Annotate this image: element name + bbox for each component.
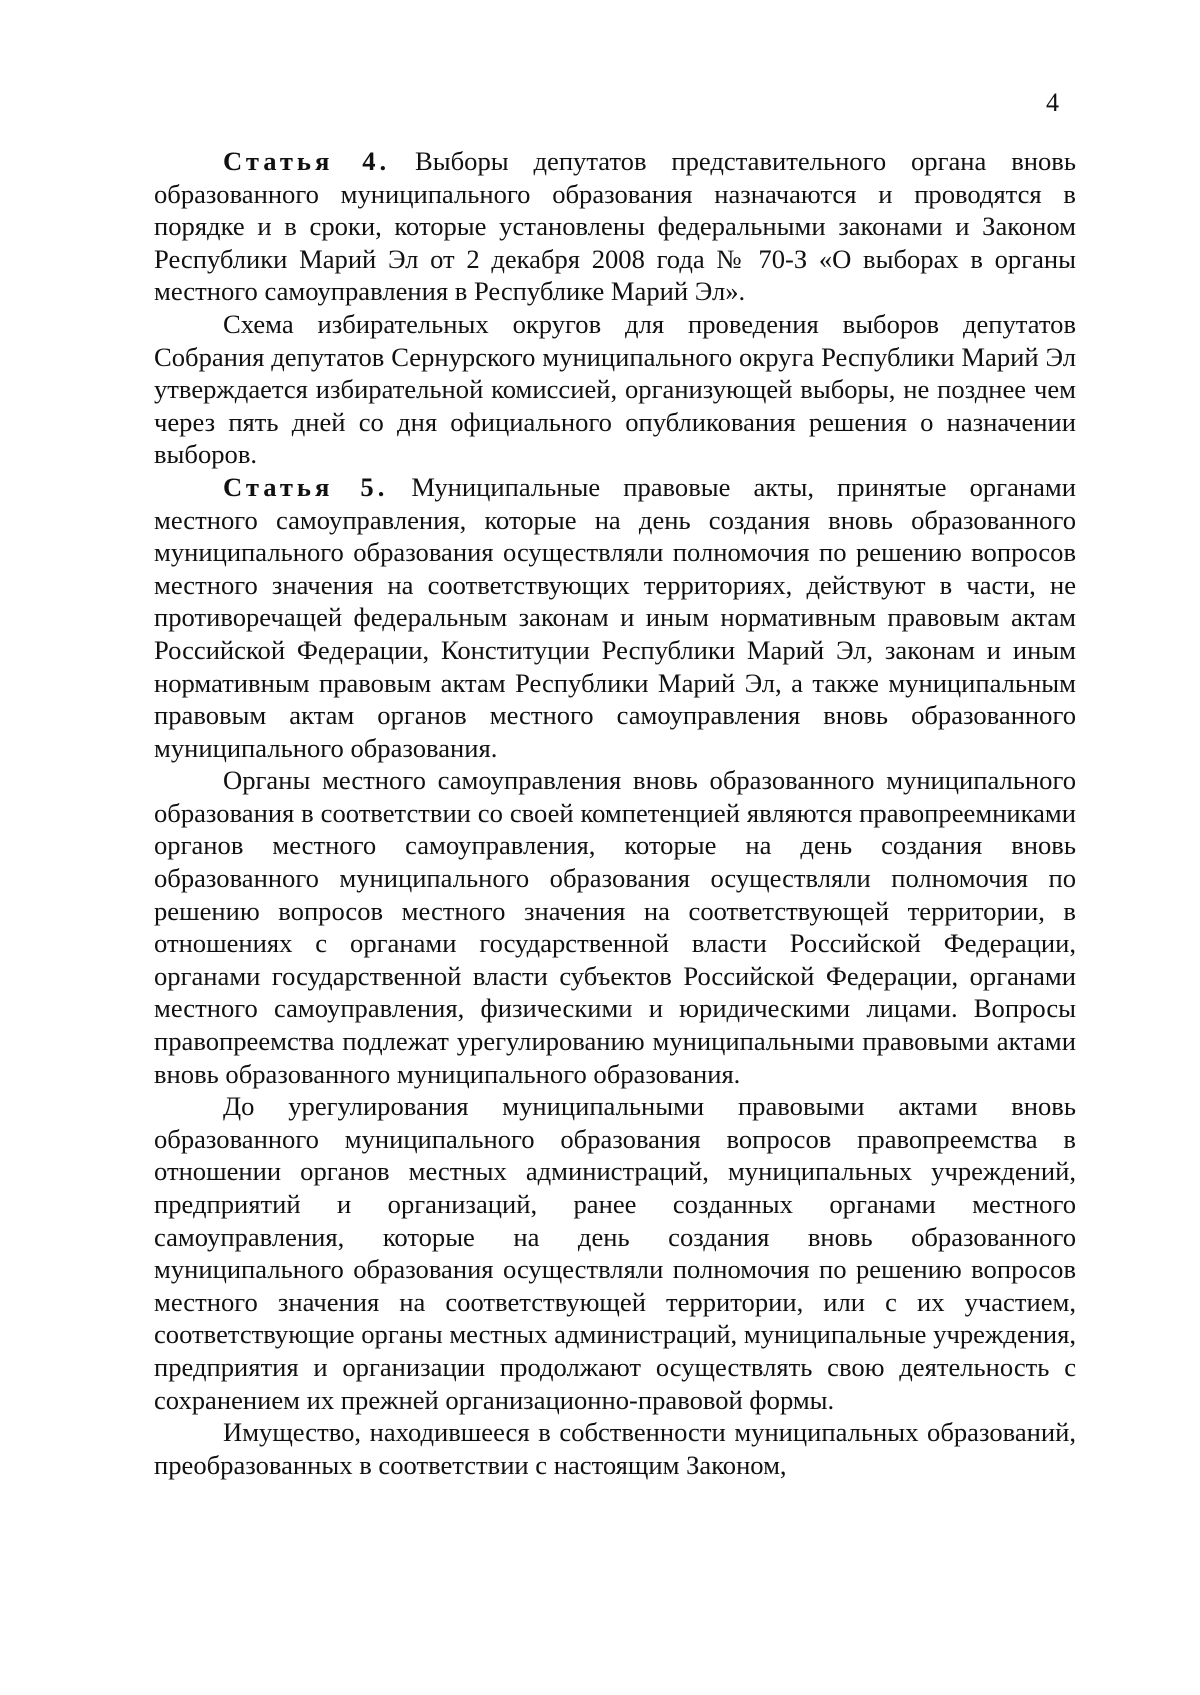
article-heading: Статья 5. (223, 471, 389, 502)
document-body (154, 145, 1076, 1481)
paragraph (154, 1090, 1076, 1416)
article-5-paragraph (154, 471, 1076, 764)
paragraph-text: Муниципальные правовые акты, принятые органами местного самоуправления, которые на день создания вновь образованного муниципального образования осуществляли полномочия по решению вопросов местного значения на соответствующих территориях, действуют в части, не противоречащей федеральным законам и иным нормативным правовым актам Российской Федерации, Конституции Республики Марий Эл, законам и иным нормативным правовым актам Республики Марий Эл, а также муниципальным правовым актам органов местного самоуправления вновь образованного муниципального образования. (154, 471, 1076, 763)
paragraph-text: До урегулирования муниципальными правовыми актами вновь образованного муниципального образования вопросов правопреемства в отношении органов местных администраций, муниципальных учреждений, предприятий и организаций, ранее созданных органами местного самоуправления, которые на день создания вновь образованного муниципального образования осуществляли полномочия по решению вопросов местного значения на соответствующей территории, или с их участием, соответствующие органы местных администраций, муниципальные учреждения, предприятия и организации продолжают осуществлять свою деятельность с сохранением их прежней организационно-правовой формы. (154, 1091, 1076, 1415)
paragraph-text: Имущество, находившееся в собственности муниципальных образований, преобразованных в соответствии с настоящим Законом, (154, 1417, 1076, 1480)
paragraph-text: Органы местного самоуправления вновь образованного муниципального образования в соответствии со своей компетенцией являются правопреемниками органов местного самоуправления, которые на день создания вновь образованного муниципального образования осуществляли полномочия по решению вопросов местного значения на соответствующей территории, в отношениях с органами государственной власти Российской Федерации, органами государственной власти субъектов Российской Федерации, органами местного самоуправления, физическими и юридическими лицами. Вопросы правопреемства подлежат урегулированию муниципальными правовыми актами вновь образованного муниципального образования. (154, 765, 1076, 1089)
page-number: 4 (1046, 88, 1059, 117)
paragraph-text: Схема избирательных округов для проведения выборов депутатов Собрания депутатов Сернурского муниципального округа Республики Марий Эл утверждается избирательной комиссией, организующей выборы, не позднее чем через пять дней со дня официального опубликования решения о назначении выборов. (154, 308, 1076, 470)
paragraph-text: Выборы депутатов представительного органа вновь образованного муниципального образования назначаются и проводятся в порядке и в сроки, которые установлены федеральными законами и Законом Республики Марий Эл от 2 декабря 2008 года № 70-З «О выборах в органы местного самоуправления в Республике Марий Эл». (154, 146, 1076, 307)
paragraph (154, 764, 1076, 1090)
paragraph (154, 308, 1076, 471)
article-heading: Статья 4. (223, 146, 391, 176)
article-4-paragraph (154, 145, 1076, 308)
paragraph (154, 1416, 1076, 1481)
